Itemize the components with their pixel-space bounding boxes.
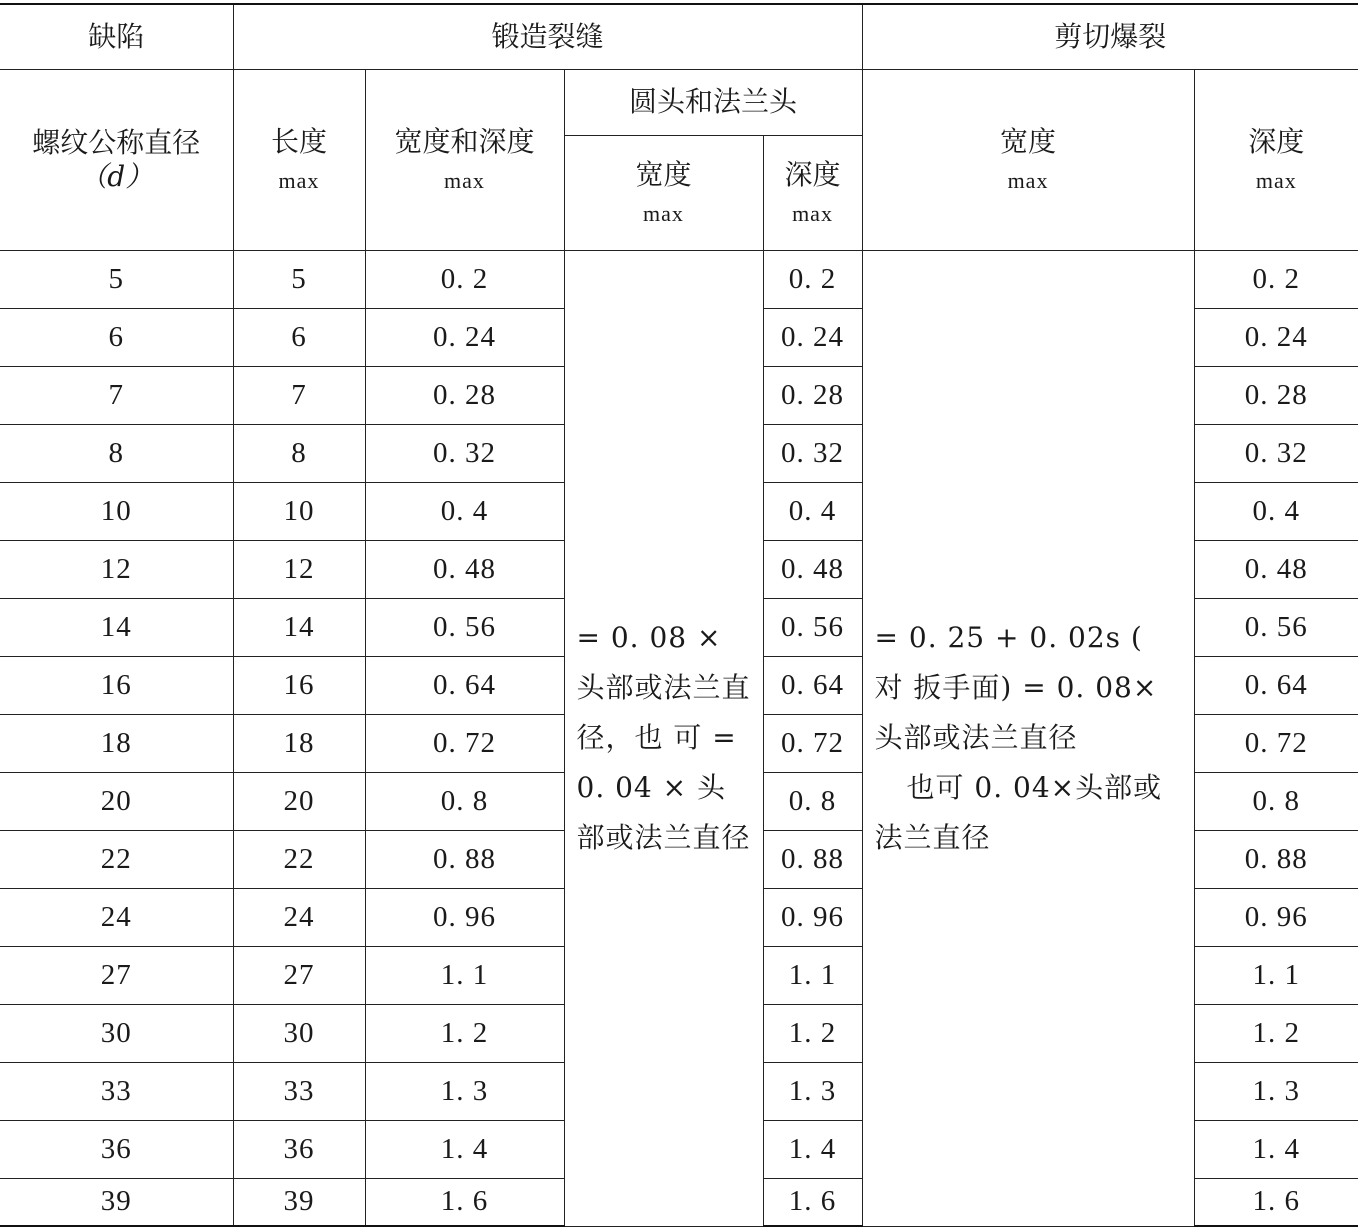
cell-length: 6 bbox=[233, 308, 365, 366]
header-length bbox=[233, 69, 365, 250]
note-head-width-formula: = 0. 08 × 头部或法兰直径，也 可 = 0. 04 × 头部或法兰直径 bbox=[564, 250, 763, 1226]
cell-thread-diameter: 16 bbox=[0, 656, 233, 714]
cell-length: 12 bbox=[233, 540, 365, 598]
cell-thread-diameter: 7 bbox=[0, 366, 233, 424]
cell-head-depth: 1. 2 bbox=[763, 1004, 862, 1062]
cell-thread-diameter: 24 bbox=[0, 888, 233, 946]
cell-width-depth: 0. 88 bbox=[365, 830, 564, 888]
header-shear-depth-label: 深度 bbox=[1248, 124, 1305, 158]
table-row bbox=[0, 250, 1358, 308]
cell-head-depth: 0. 28 bbox=[763, 366, 862, 424]
cell-thread-diameter: 18 bbox=[0, 714, 233, 772]
cell-shear-depth: 0. 4 bbox=[1194, 482, 1358, 540]
cell-length: 39 bbox=[233, 1178, 365, 1226]
cell-head-depth: 0. 4 bbox=[763, 482, 862, 540]
header-shear-width-label: 宽度 bbox=[1000, 124, 1057, 158]
header-forging-seam: 锻造裂缝 bbox=[233, 4, 862, 69]
cell-thread-diameter: 27 bbox=[0, 946, 233, 1004]
cell-shear-depth: 1. 6 bbox=[1194, 1178, 1358, 1226]
cell-thread-diameter: 8 bbox=[0, 424, 233, 482]
cell-shear-depth: 1. 3 bbox=[1194, 1062, 1358, 1120]
header-head-depth-max: max bbox=[792, 201, 833, 227]
cell-length: 36 bbox=[233, 1120, 365, 1178]
header-thread-diameter bbox=[0, 69, 233, 250]
cell-head-depth: 1. 3 bbox=[763, 1062, 862, 1120]
cell-width-depth: 0. 32 bbox=[365, 424, 564, 482]
cell-head-depth: 0. 48 bbox=[763, 540, 862, 598]
note-shear-width-line2: 也可 0. 04×头部或法兰直径 bbox=[874, 771, 1163, 854]
cell-head-depth: 0. 64 bbox=[763, 656, 862, 714]
cell-width-depth: 0. 48 bbox=[365, 540, 564, 598]
cell-width-depth: 1. 4 bbox=[365, 1120, 564, 1178]
header-width-and-depth bbox=[365, 69, 564, 250]
cell-thread-diameter: 33 bbox=[0, 1062, 233, 1120]
header-round-flange-head: 圆头和法兰头 bbox=[564, 69, 862, 135]
cell-length: 24 bbox=[233, 888, 365, 946]
cell-head-depth: 0. 2 bbox=[763, 250, 862, 308]
defect-limits-table bbox=[0, 3, 1358, 1227]
cell-length: 14 bbox=[233, 598, 365, 656]
cell-head-depth: 0. 56 bbox=[763, 598, 862, 656]
cell-width-depth: 1. 6 bbox=[365, 1178, 564, 1226]
cell-thread-diameter: 10 bbox=[0, 482, 233, 540]
cell-width-depth: 0. 56 bbox=[365, 598, 564, 656]
header-width-and-depth-label: 宽度和深度 bbox=[394, 124, 535, 158]
cell-head-depth: 1. 1 bbox=[763, 946, 862, 1004]
cell-head-depth: 0. 32 bbox=[763, 424, 862, 482]
cell-width-depth: 0. 96 bbox=[365, 888, 564, 946]
cell-width-depth: 0. 72 bbox=[365, 714, 564, 772]
cell-length: 5 bbox=[233, 250, 365, 308]
cell-shear-depth: 0. 56 bbox=[1194, 598, 1358, 656]
cell-thread-diameter: 6 bbox=[0, 308, 233, 366]
cell-length: 10 bbox=[233, 482, 365, 540]
cell-length: 7 bbox=[233, 366, 365, 424]
header-shear-width-max: max bbox=[1007, 168, 1049, 194]
header-shear-width bbox=[862, 69, 1194, 250]
cell-width-depth: 0. 4 bbox=[365, 482, 564, 540]
cell-length: 33 bbox=[233, 1062, 365, 1120]
cell-head-depth: 0. 8 bbox=[763, 772, 862, 830]
header-shear-depth-max: max bbox=[1255, 168, 1297, 194]
header-thread-diameter-symbol: （d） bbox=[79, 159, 154, 193]
header-shear-depth bbox=[1194, 69, 1358, 250]
cell-shear-depth: 0. 72 bbox=[1194, 714, 1358, 772]
cell-length: 8 bbox=[233, 424, 365, 482]
cell-shear-depth: 1. 2 bbox=[1194, 1004, 1358, 1062]
cell-length: 16 bbox=[233, 656, 365, 714]
cell-width-depth: 0. 8 bbox=[365, 772, 564, 830]
header-length-max: max bbox=[278, 168, 320, 194]
cell-width-depth: 0. 2 bbox=[365, 250, 564, 308]
cell-head-depth: 0. 96 bbox=[763, 888, 862, 946]
cell-width-depth: 0. 64 bbox=[365, 656, 564, 714]
cell-shear-depth: 0. 28 bbox=[1194, 366, 1358, 424]
header-head-depth-label: 深度 bbox=[784, 157, 841, 191]
header-head-depth bbox=[763, 135, 862, 250]
cell-length: 27 bbox=[233, 946, 365, 1004]
note-shear-width-line1: = 0. 25 + 0. 02s ( 对 扳手面) = 0. 08×头部或法兰直径 bbox=[874, 621, 1158, 754]
cell-length: 18 bbox=[233, 714, 365, 772]
header-head-width-label: 宽度 bbox=[635, 157, 692, 191]
cell-length: 30 bbox=[233, 1004, 365, 1062]
cell-thread-diameter: 22 bbox=[0, 830, 233, 888]
cell-shear-depth: 0. 64 bbox=[1194, 656, 1358, 714]
header-thread-diameter-label: 螺纹公称直径 bbox=[32, 125, 201, 159]
cell-width-depth: 0. 28 bbox=[365, 366, 564, 424]
cell-head-depth: 0. 72 bbox=[763, 714, 862, 772]
cell-shear-depth: 1. 1 bbox=[1194, 946, 1358, 1004]
cell-head-depth: 0. 88 bbox=[763, 830, 862, 888]
cell-thread-diameter: 30 bbox=[0, 1004, 233, 1062]
cell-thread-diameter: 12 bbox=[0, 540, 233, 598]
cell-width-depth: 1. 3 bbox=[365, 1062, 564, 1120]
cell-thread-diameter: 39 bbox=[0, 1178, 233, 1226]
cell-shear-depth: 0. 24 bbox=[1194, 308, 1358, 366]
note-shear-width-formula bbox=[862, 250, 1194, 1226]
header-head-width bbox=[564, 135, 763, 250]
header-defect: 缺陷 bbox=[0, 4, 233, 69]
header-shear-burst: 剪切爆裂 bbox=[862, 4, 1358, 69]
cell-shear-depth: 0. 96 bbox=[1194, 888, 1358, 946]
cell-head-depth: 1. 6 bbox=[763, 1178, 862, 1226]
cell-thread-diameter: 36 bbox=[0, 1120, 233, 1178]
cell-width-depth: 1. 1 bbox=[365, 946, 564, 1004]
cell-length: 20 bbox=[233, 772, 365, 830]
cell-head-depth: 0. 24 bbox=[763, 308, 862, 366]
cell-thread-diameter: 5 bbox=[0, 250, 233, 308]
header-head-width-max: max bbox=[643, 201, 684, 227]
cell-shear-depth: 0. 8 bbox=[1194, 772, 1358, 830]
cell-width-depth: 0. 24 bbox=[365, 308, 564, 366]
cell-shear-depth: 0. 2 bbox=[1194, 250, 1358, 308]
header-length-label: 长度 bbox=[270, 124, 327, 158]
cell-thread-diameter: 20 bbox=[0, 772, 233, 830]
cell-shear-depth: 0. 48 bbox=[1194, 540, 1358, 598]
header-width-and-depth-max: max bbox=[444, 168, 485, 194]
cell-width-depth: 1. 2 bbox=[365, 1004, 564, 1062]
cell-shear-depth: 0. 32 bbox=[1194, 424, 1358, 482]
cell-shear-depth: 0. 88 bbox=[1194, 830, 1358, 888]
cell-head-depth: 1. 4 bbox=[763, 1120, 862, 1178]
cell-length: 22 bbox=[233, 830, 365, 888]
cell-shear-depth: 1. 4 bbox=[1194, 1120, 1358, 1178]
cell-thread-diameter: 14 bbox=[0, 598, 233, 656]
